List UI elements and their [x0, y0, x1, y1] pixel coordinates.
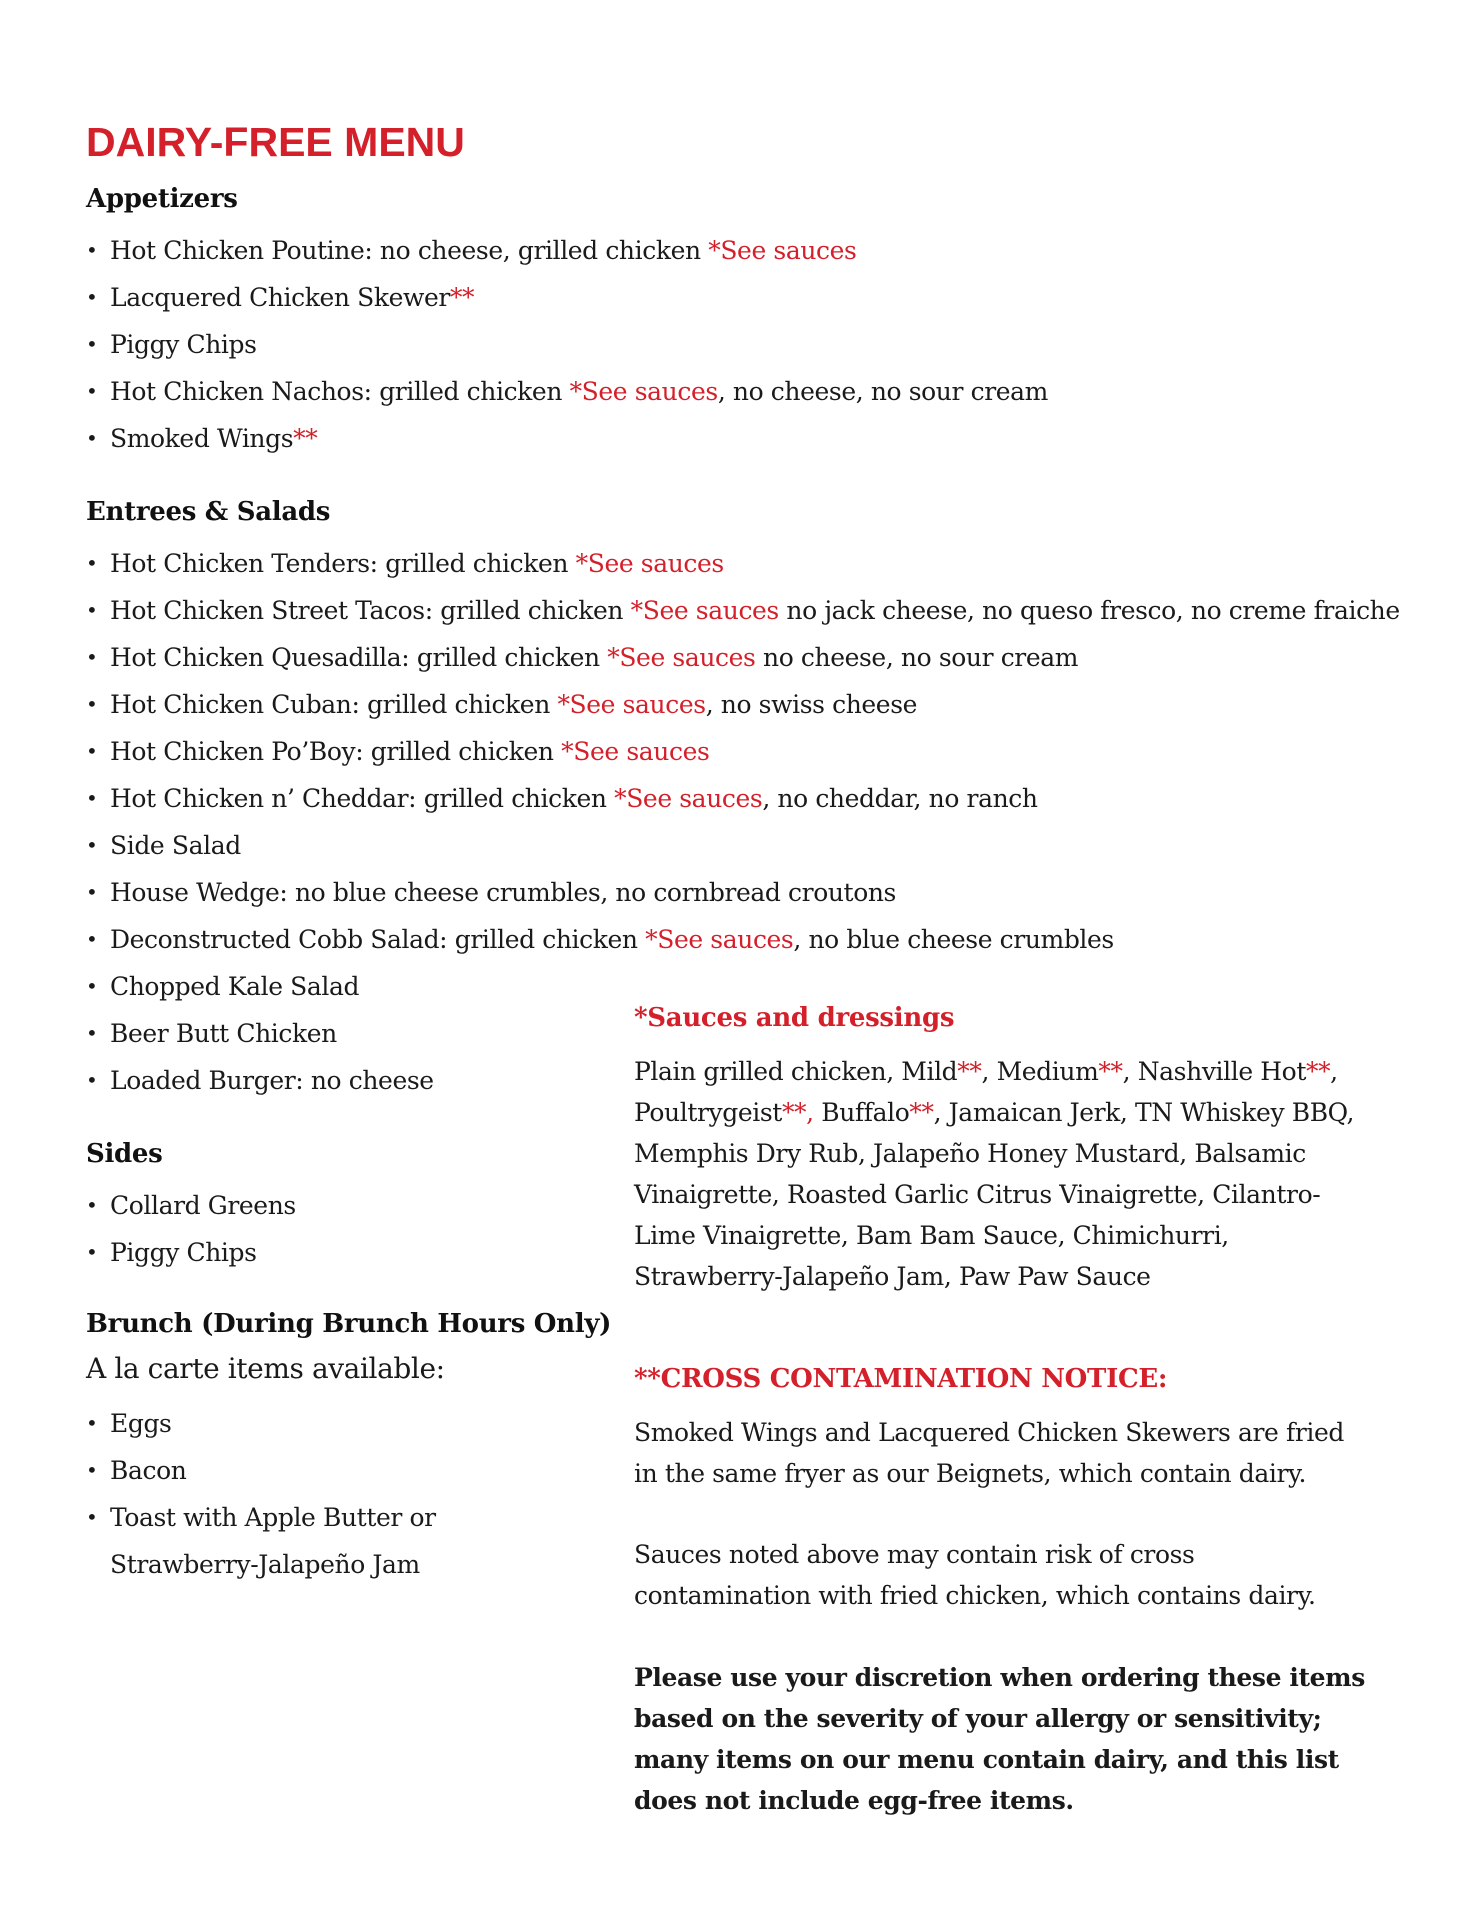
notice-paragraph-2: Sauces noted above may contain risk of cross contamination with fried chicken, which contains dairy.: [634, 1540, 1316, 1610]
list-item: • Side Salad: [86, 822, 1400, 869]
list-item: • Hot Chicken Quesadilla: grilled chicken *See sauces no cheese, no sour cream: [86, 634, 1400, 681]
list-item: • Chopped Kale Salad: [86, 963, 1400, 1010]
sauces-list: Plain grilled chicken, Mild**, Medium**, Nashville Hot**, Poultrygeist**, Buffalo**, Jamaican Jerk, TN Whiskey BBQ, Memphis Dry Rub, Jalapeño Honey Mustard, Balsamic Vinaigrette, Roasted Garlic Citrus Vinaigrette, Cilantro-Lime Vinaigrette, Bam Bam Sauce, Chimichurri, Strawberry-Jalapeño Jam, Paw Paw Sauce: [634, 1057, 1355, 1291]
brunch-heading: Brunch (During Brunch Hours Only): [86, 1309, 612, 1339]
list-item: • Beer Butt Chicken: [86, 1010, 1400, 1057]
list-item: • Lacquered Chicken Skewer**: [86, 274, 1048, 321]
notice-heading: **CROSS CONTAMINATION NOTICE:: [634, 1364, 1168, 1394]
list-item: • Hot Chicken n’ Cheddar: grilled chicken *See sauces, no cheddar, no ranch: [86, 775, 1400, 822]
notice-paragraph-1: Smoked Wings and Lacquered Chicken Skewers are fried in the same fryer as our Beignets, which contain dairy.: [634, 1418, 1344, 1488]
list-item: • Piggy Chips: [86, 1229, 296, 1276]
list-item: • House Wedge: no blue cheese crumbles, no cornbread croutons: [86, 869, 1400, 916]
list-item: • Hot Chicken Nachos: grilled chicken *See sauces, no cheese, no sour cream: [86, 368, 1048, 415]
list-item: • Toast with Apple Butter or Strawberry-Jalapeño Jam: [86, 1494, 570, 1588]
page-title: DAIRY-FREE MENU: [86, 119, 465, 165]
list-item: • Hot Chicken Poutine: no cheese, grilled chicken *See sauces: [86, 227, 1048, 274]
appetizers-heading: Appetizers: [86, 184, 238, 214]
list-item: • Piggy Chips: [86, 321, 1048, 368]
list-item: • Deconstructed Cobb Salad: grilled chicken *See sauces, no blue cheese crumbles: [86, 916, 1400, 963]
list-item: • Bacon: [86, 1447, 570, 1494]
sauces-heading: *Sauces and dressings: [634, 1003, 955, 1033]
sides-list: [86, 1182, 296, 1276]
notice-paragraph-3: Please use your discretion when ordering these items based on the severity of your allergy or sensitivity; many items on our menu contain dairy, and this list does not include egg-free items.: [634, 1663, 1365, 1815]
list-item: • Collard Greens: [86, 1182, 296, 1229]
list-item: • Eggs: [86, 1400, 570, 1447]
list-item: • Hot Chicken Po’Boy: grilled chicken *See sauces: [86, 728, 1400, 775]
appetizers-list: [86, 227, 1048, 462]
brunch-intro: A la carte items available:: [86, 1352, 445, 1385]
brunch-list: [86, 1400, 570, 1588]
list-item: • Hot Chicken Cuban: grilled chicken *See sauces, no swiss cheese: [86, 681, 1400, 728]
entrees-heading: Entrees & Salads: [86, 497, 331, 527]
list-item: • Hot Chicken Street Tacos: grilled chicken *See sauces no jack cheese, no queso fresco, no creme fraiche: [86, 587, 1400, 634]
sides-heading: Sides: [86, 1139, 163, 1169]
list-item: • Smoked Wings**: [86, 415, 1048, 462]
list-item: • Loaded Burger: no cheese: [86, 1057, 1400, 1104]
list-item: • Hot Chicken Tenders: grilled chicken *See sauces: [86, 540, 1400, 587]
